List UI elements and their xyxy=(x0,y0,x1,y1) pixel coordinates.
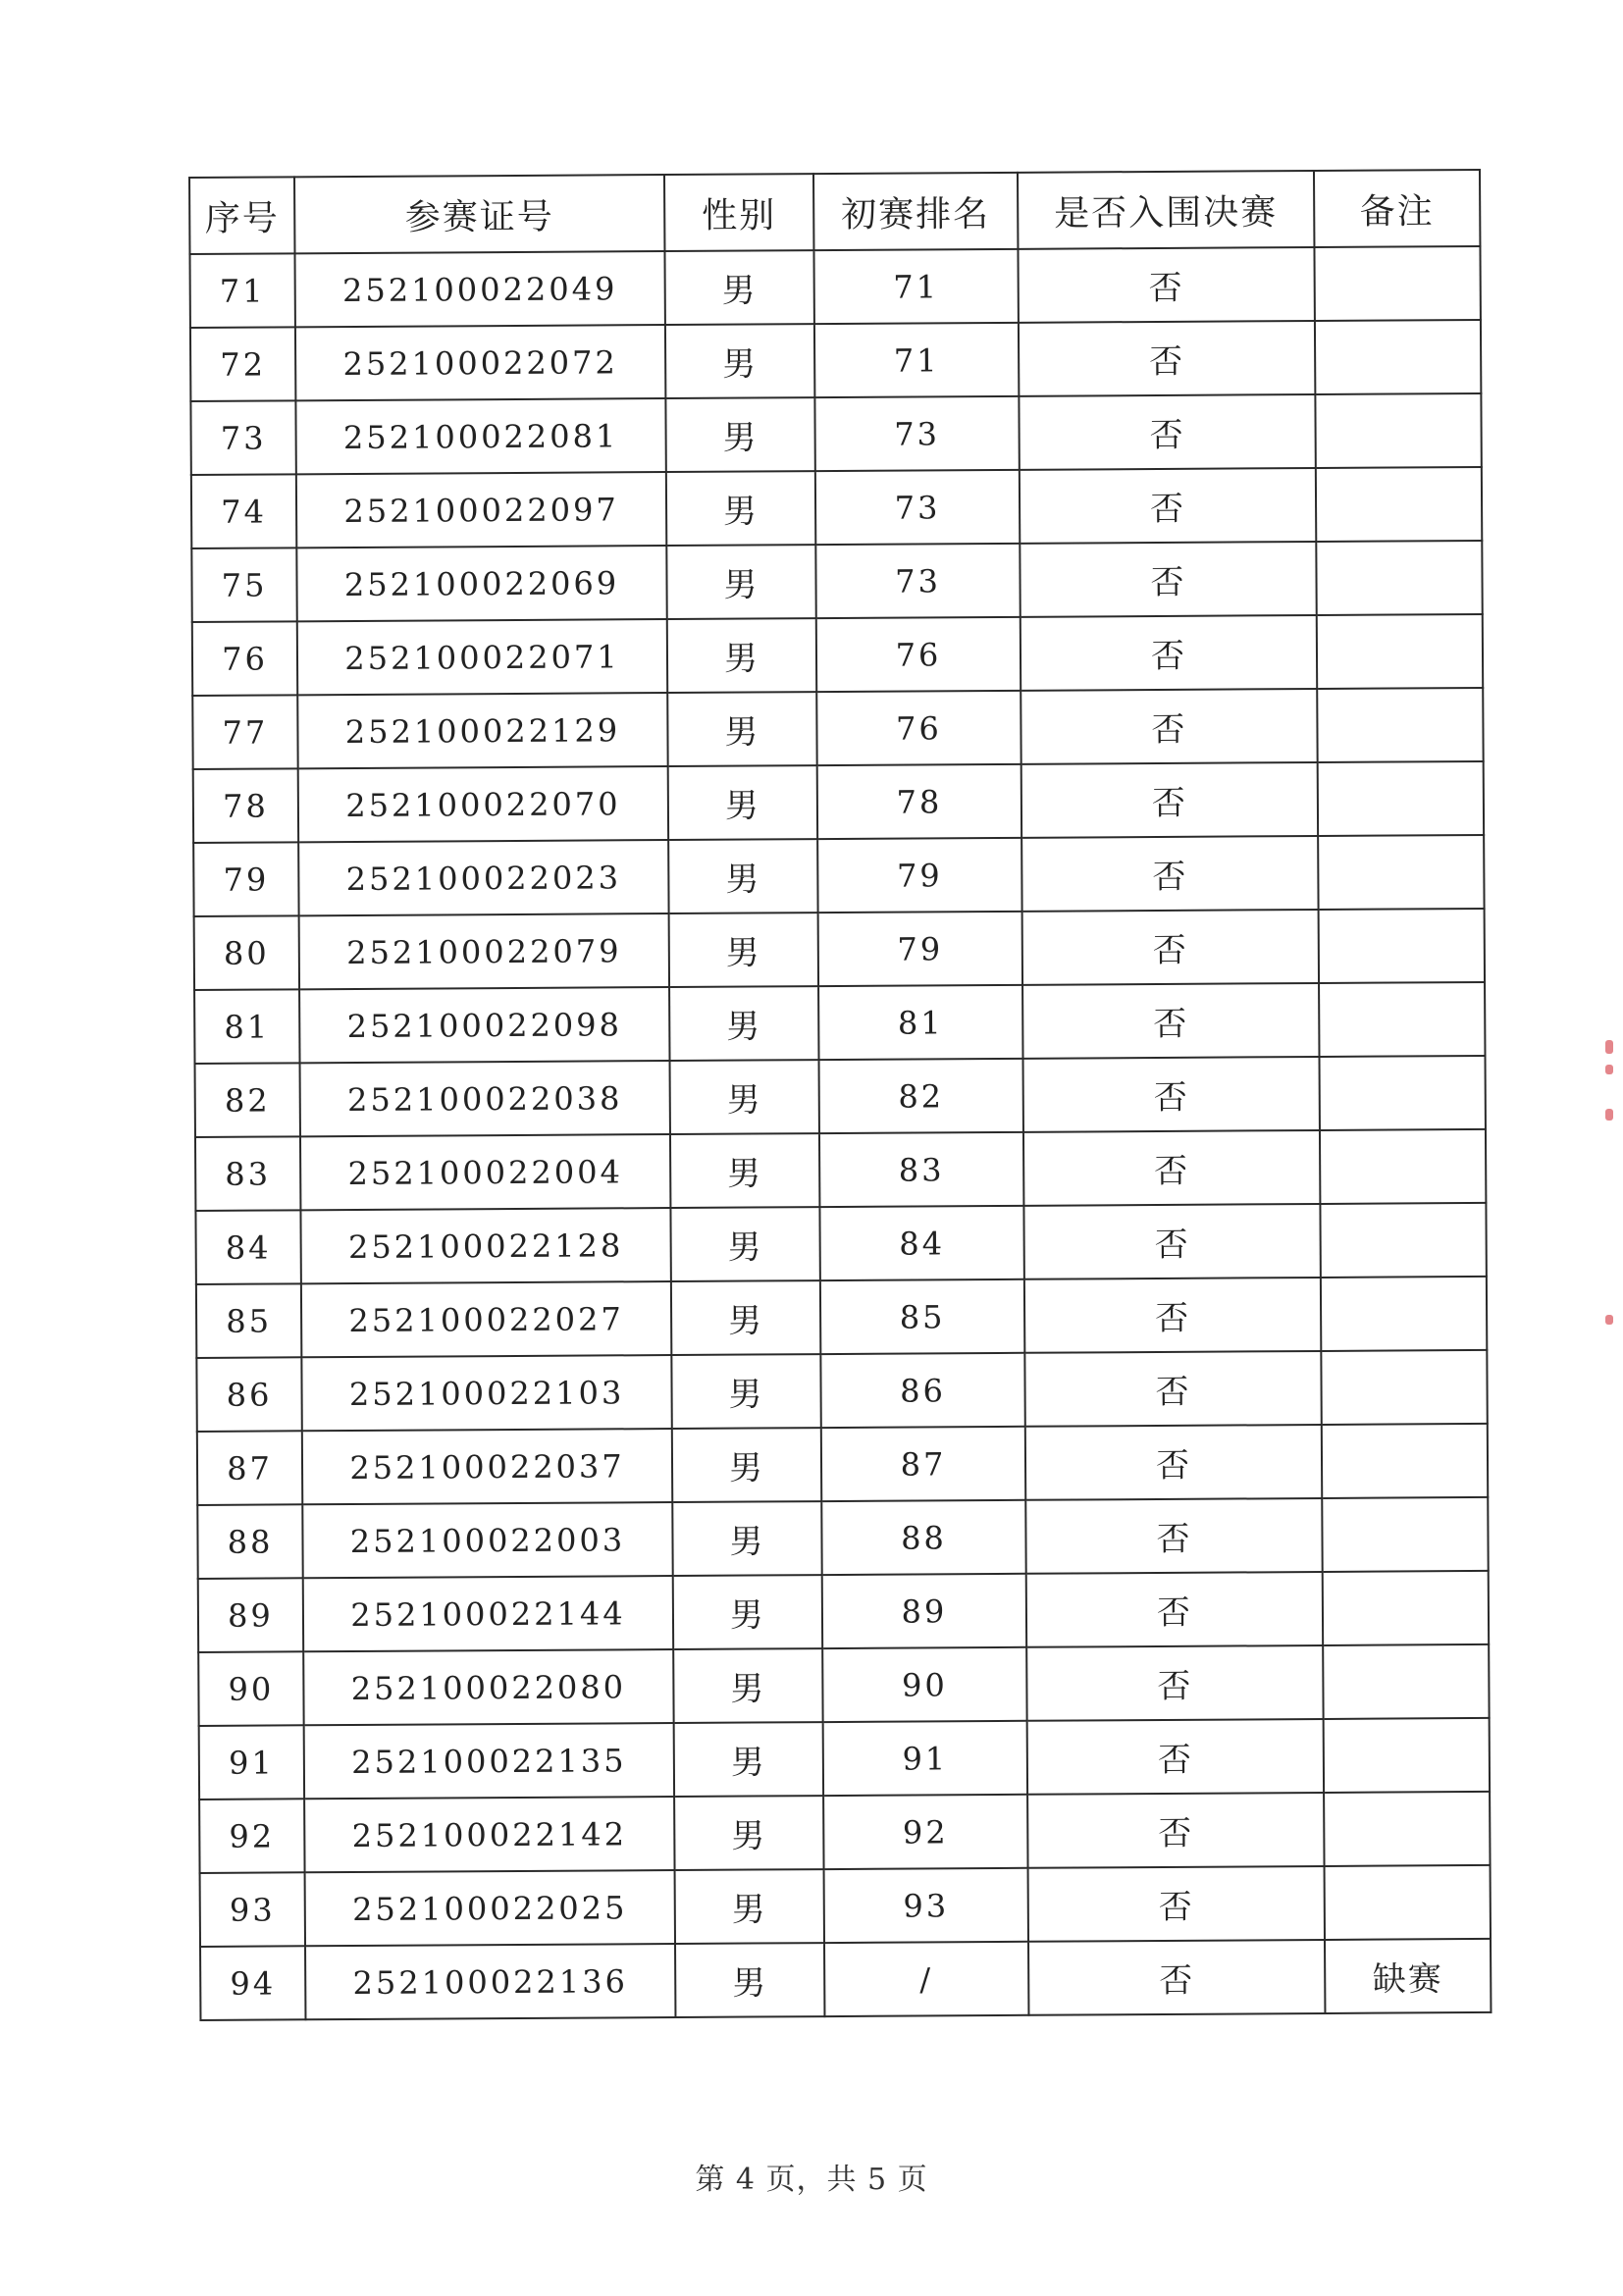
cell-cert-no: 252100022142 xyxy=(304,1797,674,1872)
cell-seq: 87 xyxy=(197,1431,302,1505)
header-gender: 性别 xyxy=(664,174,813,251)
cell-remark xyxy=(1322,1424,1488,1498)
cell-seq: 80 xyxy=(194,915,299,990)
cell-remark xyxy=(1316,467,1482,542)
cell-seq: 84 xyxy=(195,1210,300,1284)
cell-gender: 男 xyxy=(673,1575,822,1649)
table-row xyxy=(198,1644,1489,1726)
cell-prelim-rank: 78 xyxy=(817,764,1021,839)
table-row xyxy=(199,1792,1490,1873)
cell-cert-no: 252100022079 xyxy=(299,913,669,989)
cell-prelim-rank: / xyxy=(824,1942,1028,2016)
stamp-edge-mark xyxy=(1605,1040,1613,1054)
table-row xyxy=(193,761,1484,843)
table-row xyxy=(193,835,1484,916)
cell-cert-no: 252100022128 xyxy=(300,1208,670,1283)
cell-gender: 男 xyxy=(671,1354,820,1429)
cell-seq: 82 xyxy=(195,1063,300,1137)
cell-cert-no: 252100022071 xyxy=(297,619,667,695)
cell-seq: 78 xyxy=(193,768,298,843)
cell-finalist: 否 xyxy=(1027,1719,1324,1795)
cell-remark xyxy=(1318,761,1484,836)
cell-prelim-rank: 93 xyxy=(824,1868,1028,1943)
cell-prelim-rank: 79 xyxy=(817,838,1021,913)
table-row xyxy=(191,541,1482,622)
cell-finalist: 否 xyxy=(1021,615,1317,691)
cell-gender: 男 xyxy=(670,1133,819,1208)
cell-gender: 男 xyxy=(670,1060,819,1134)
table-row xyxy=(195,1056,1486,1137)
cell-finalist: 否 xyxy=(1025,1425,1322,1500)
cell-cert-no: 252100022136 xyxy=(305,1944,675,2019)
cell-prelim-rank: 71 xyxy=(813,249,1018,324)
cell-finalist: 否 xyxy=(1024,1351,1321,1427)
cell-gender: 男 xyxy=(668,839,817,913)
header-seq: 序号 xyxy=(189,177,294,254)
cell-gender: 男 xyxy=(675,1869,824,1944)
cell-seq: 86 xyxy=(196,1357,301,1432)
cell-prelim-rank: 87 xyxy=(821,1427,1025,1501)
cell-prelim-rank: 91 xyxy=(823,1721,1027,1796)
cell-gender: 男 xyxy=(665,324,814,398)
cell-finalist: 否 xyxy=(1021,762,1318,838)
cell-gender: 男 xyxy=(664,250,813,325)
cell-seq: 91 xyxy=(199,1725,304,1800)
table-row xyxy=(192,614,1483,696)
cell-cert-no: 252100022135 xyxy=(304,1723,674,1799)
cell-prelim-rank: 76 xyxy=(816,691,1021,765)
cell-cert-no: 252100022003 xyxy=(302,1502,672,1578)
cell-gender: 男 xyxy=(669,986,818,1061)
table-row xyxy=(200,1865,1491,1947)
cell-seq: 77 xyxy=(192,695,297,769)
cell-finalist: 否 xyxy=(1022,910,1319,985)
cell-finalist: 否 xyxy=(1025,1498,1322,1574)
cell-gender: 男 xyxy=(671,1280,820,1355)
table-row xyxy=(195,1203,1486,1284)
cell-finalist: 否 xyxy=(1019,394,1315,470)
cell-remark xyxy=(1320,1056,1486,1130)
table-row xyxy=(192,688,1483,769)
cell-prelim-rank: 81 xyxy=(818,985,1022,1060)
cell-seq: 76 xyxy=(192,621,297,696)
cell-cert-no: 252100022144 xyxy=(303,1576,673,1651)
cell-prelim-rank: 71 xyxy=(814,323,1019,397)
cell-remark xyxy=(1316,541,1482,615)
cell-remark xyxy=(1315,393,1481,468)
cell-prelim-rank: 85 xyxy=(820,1279,1024,1354)
cell-cert-no: 252100022025 xyxy=(305,1870,675,1946)
header-cert-no: 参赛证号 xyxy=(294,175,664,253)
table-header-row xyxy=(189,170,1480,254)
cell-gender: 男 xyxy=(670,1207,819,1281)
cell-gender: 男 xyxy=(669,913,818,987)
cell-finalist: 否 xyxy=(1026,1572,1323,1647)
cell-gender: 男 xyxy=(672,1428,821,1502)
cell-finalist: 否 xyxy=(1026,1645,1323,1721)
cell-remark xyxy=(1323,1571,1489,1645)
cell-gender: 男 xyxy=(673,1648,822,1723)
cell-prelim-rank: 73 xyxy=(814,396,1019,471)
cell-remark xyxy=(1322,1497,1488,1572)
cell-finalist: 否 xyxy=(1020,542,1316,617)
table-row xyxy=(189,246,1480,328)
cell-gender: 男 xyxy=(665,397,814,472)
table-row xyxy=(190,320,1481,401)
table-row xyxy=(191,467,1482,548)
cell-remark: 缺赛 xyxy=(1325,1939,1491,2013)
cell-remark xyxy=(1324,1718,1490,1793)
table-row xyxy=(196,1277,1487,1358)
cell-cert-no: 252100022103 xyxy=(301,1355,671,1431)
cell-seq: 71 xyxy=(189,253,294,328)
stamp-edge-mark xyxy=(1605,1315,1613,1325)
cell-cert-no: 252100022027 xyxy=(301,1281,671,1357)
cell-remark xyxy=(1317,614,1483,689)
cell-prelim-rank: 84 xyxy=(819,1206,1023,1280)
cell-cert-no: 252100022069 xyxy=(296,546,666,621)
cell-finalist: 否 xyxy=(1023,1204,1320,1279)
cell-seq: 89 xyxy=(198,1578,303,1652)
cell-seq: 93 xyxy=(200,1872,305,1947)
cell-remark xyxy=(1320,1203,1486,1278)
cell-remark xyxy=(1320,1129,1486,1204)
cell-seq: 83 xyxy=(195,1136,300,1211)
cell-remark xyxy=(1319,909,1485,983)
cell-cert-no: 252100022038 xyxy=(300,1061,670,1136)
cell-prelim-rank: 79 xyxy=(818,912,1022,986)
cell-cert-no: 252100022037 xyxy=(302,1429,672,1504)
cell-finalist: 否 xyxy=(1027,1793,1324,1868)
cell-remark xyxy=(1321,1277,1487,1351)
table-row xyxy=(194,982,1485,1064)
cell-finalist: 否 xyxy=(1024,1278,1321,1353)
table-row xyxy=(197,1497,1488,1579)
cell-finalist: 否 xyxy=(1021,836,1318,912)
cell-prelim-rank: 89 xyxy=(822,1574,1026,1648)
cell-finalist: 否 xyxy=(1022,983,1319,1059)
cell-remark xyxy=(1315,320,1481,394)
cell-prelim-rank: 82 xyxy=(819,1059,1023,1133)
cell-prelim-rank: 92 xyxy=(823,1795,1027,1869)
cell-prelim-rank: 76 xyxy=(816,617,1021,692)
cell-remark xyxy=(1317,688,1483,762)
cell-cert-no: 252100022049 xyxy=(294,251,664,327)
cell-seq: 75 xyxy=(191,548,296,622)
cell-cert-no: 252100022023 xyxy=(298,840,668,915)
cell-seq: 85 xyxy=(196,1283,301,1358)
cell-cert-no: 252100022070 xyxy=(298,766,668,842)
cell-prelim-rank: 73 xyxy=(815,470,1020,545)
cell-remark xyxy=(1314,246,1480,321)
table-row xyxy=(195,1129,1486,1211)
cell-remark xyxy=(1321,1350,1487,1425)
cell-gender: 男 xyxy=(668,765,817,840)
table-row xyxy=(197,1424,1488,1505)
cell-remark xyxy=(1324,1792,1490,1866)
table-row xyxy=(200,1939,1491,2020)
cell-seq: 81 xyxy=(194,989,299,1064)
cell-remark xyxy=(1319,982,1485,1057)
cell-gender: 男 xyxy=(666,545,815,619)
table-row xyxy=(196,1350,1487,1432)
cell-prelim-rank: 88 xyxy=(821,1500,1025,1575)
table-row xyxy=(190,393,1481,475)
cell-finalist: 否 xyxy=(1028,1940,1325,2015)
cell-remark xyxy=(1323,1644,1489,1719)
cell-cert-no: 252100022098 xyxy=(299,987,669,1063)
cell-cert-no: 252100022081 xyxy=(295,398,665,474)
cell-prelim-rank: 90 xyxy=(822,1647,1026,1722)
cell-remark xyxy=(1325,1865,1491,1940)
cell-gender: 男 xyxy=(667,692,816,766)
cell-seq: 74 xyxy=(191,474,296,548)
cell-gender: 男 xyxy=(666,471,815,546)
cell-seq: 79 xyxy=(193,842,298,916)
cell-finalist: 否 xyxy=(1023,1130,1320,1206)
cell-prelim-rank: 83 xyxy=(819,1132,1023,1207)
cell-finalist: 否 xyxy=(1021,689,1317,764)
cell-seq: 94 xyxy=(200,1946,305,2020)
cell-gender: 男 xyxy=(675,1943,824,2017)
cell-seq: 88 xyxy=(197,1504,302,1579)
cell-gender: 男 xyxy=(674,1796,823,1870)
cell-cert-no: 252100022097 xyxy=(296,472,666,548)
cell-gender: 男 xyxy=(672,1501,821,1576)
header-prelim-rank: 初赛排名 xyxy=(813,173,1018,250)
results-table xyxy=(188,169,1492,2021)
cell-finalist: 否 xyxy=(1028,1866,1325,1942)
cell-remark xyxy=(1318,835,1484,910)
cell-seq: 90 xyxy=(198,1651,303,1726)
table-row xyxy=(198,1571,1489,1652)
cell-gender: 男 xyxy=(674,1722,823,1797)
header-finalist: 是否入围决赛 xyxy=(1018,171,1314,249)
cell-finalist: 否 xyxy=(1023,1057,1320,1132)
page-footer: 第 4 页，共 5 页 xyxy=(695,2163,928,2197)
cell-finalist: 否 xyxy=(1018,247,1314,323)
cell-finalist: 否 xyxy=(1019,321,1315,396)
cell-cert-no: 252100022080 xyxy=(303,1649,673,1725)
cell-seq: 72 xyxy=(190,327,295,401)
cell-seq: 73 xyxy=(190,400,295,475)
cell-prelim-rank: 86 xyxy=(820,1353,1024,1428)
cell-gender: 男 xyxy=(667,618,816,693)
stamp-edge-mark xyxy=(1605,1065,1613,1074)
cell-cert-no: 252100022072 xyxy=(295,325,665,400)
cell-cert-no: 252100022129 xyxy=(297,693,667,768)
cell-cert-no: 252100022004 xyxy=(300,1134,670,1210)
table-row xyxy=(199,1718,1490,1800)
cell-prelim-rank: 73 xyxy=(815,544,1020,618)
cell-seq: 92 xyxy=(199,1799,304,1873)
stamp-edge-mark xyxy=(1605,1109,1613,1121)
cell-finalist: 否 xyxy=(1020,468,1316,544)
header-remark: 备注 xyxy=(1314,170,1480,247)
table-row xyxy=(194,909,1485,990)
table-body xyxy=(189,246,1491,2020)
